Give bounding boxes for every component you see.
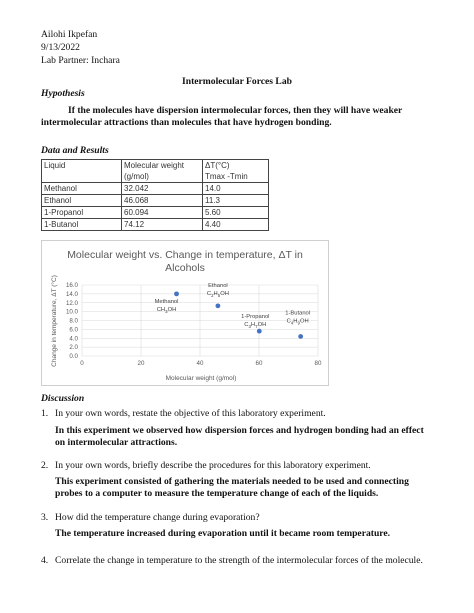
answer-2-line1: This experiment consisted of gathering the materials needed to be used and connecting [55,476,409,487]
formula-text: OH [220,290,229,297]
formula-subscript: 3 [165,308,168,314]
table-cell: 32.042 [122,183,203,195]
data-label-formula [207,291,229,298]
y-tick-label: 14.0 [65,290,78,298]
data-results-heading: Data and Results [41,145,109,156]
scatter-chart [41,240,329,386]
chart-ylabel: Change in temperature, ΔT (°C) [51,275,58,367]
data-point [257,329,262,334]
question-text: In your own words, restate the objective of this laboratory experiment. [55,408,326,419]
data-label-formula [287,318,309,325]
formula-text: CH [156,306,166,313]
data-label-formula [244,322,266,329]
formula-subscript: 4 [290,319,294,325]
formula-subscript: 5 [217,292,221,298]
table-header-row [42,160,269,183]
formula-text: C [286,318,291,325]
y-tick-label: 6.0 [69,326,78,334]
chart-svg [42,241,328,385]
table-cell: 60.094 [122,207,203,219]
formula-text: OH [299,318,309,325]
table-row [42,195,269,207]
y-tick-label: 12.0 [65,299,78,307]
y-tick-label: 0.0 [69,353,78,360]
x-tick-label: 40 [196,360,204,367]
chart-points [155,283,310,339]
chart-xlabel: Molecular weight (g/mol) [165,375,237,382]
table-cell: 74.12 [122,219,203,231]
question-number: 4. [41,555,49,566]
formula-subscript: 7 [255,323,258,329]
formula-subscript: 9 [297,319,300,325]
table-cell: 4.40 [203,219,269,231]
table-cell: 5.60 [203,207,269,219]
data-label: Ethanol [208,282,228,289]
y-tick-label: 2.0 [69,344,78,352]
data-point [298,334,303,339]
formula-text: OH [257,322,267,329]
x-tick-label: 80 [314,360,322,367]
question-1 [41,408,326,420]
hypothesis-text-line1: If the molecules have dispersion intermolecular forces, then they will have weaker [68,105,403,116]
discussion-heading: Discussion [41,393,85,404]
table-header-cell: Molecular weight (g/mol) [122,160,203,183]
table-row [42,219,269,231]
question-3 [41,512,260,524]
data-label: 1-Butanol [285,310,311,317]
hypothesis-text-line2: intermolecular attractions than molecules that have hydrogen bonding. [41,117,332,128]
table-cell: 14.0 [203,183,269,195]
answer-1-line2: on intermolecular attractions. [55,437,178,448]
table-header-cell: ΔT(°C) Tmax -Tmin [203,160,269,183]
question-text: In your own words, briefly describe the procedures for this laboratory experiment. [55,460,371,471]
question-2 [41,460,371,472]
question-text: Correlate the change in temperature to the strength of the intermolecular forces of the molecule. [55,555,423,566]
formula-text: H [293,318,298,325]
chart-axes [66,282,322,367]
table-row [42,207,269,219]
x-tick-label: 60 [255,360,263,367]
formula-subscript: 2 [211,292,214,298]
table-cell: 46.068 [122,195,203,207]
page-title: Intermolecular Forces Lab [182,76,292,87]
answer-3-line1: The temperature increased during evaporation until it became room temperature. [55,528,391,539]
table-row [42,183,269,195]
question-number: 3. [41,512,49,523]
student-name: Ailohi Ikpefan [41,29,98,40]
formula-subscript: 3 [248,323,251,329]
results-table [41,159,269,231]
question-number: 2. [41,460,49,471]
x-tick-label: 0 [80,360,84,367]
y-tick-label: 4.0 [69,335,78,343]
report-date: 9/13/2022 [41,42,80,53]
y-tick-label: 8.0 [69,317,78,325]
data-point [174,291,179,296]
data-point [216,303,221,308]
formula-text: C [206,290,212,297]
data-label: Methanol [154,298,179,305]
question-number: 1. [41,408,49,419]
question-text: How did the temperature change during evaporation? [55,512,260,523]
table-cell: Ethanol [42,195,122,207]
answer-1-line1: In this experiment we observed how dispersion forces and hydrogen bonding had an effect [55,425,424,436]
chart-gridlines [82,282,318,356]
y-tick-label: 10.0 [65,308,78,316]
data-label: 1-Propanol [241,314,270,321]
answer-2-line2: probes to a computer to measure the temperature change of each of the liquids. [55,488,379,499]
hypothesis-heading: Hypothesis [41,88,85,99]
table-cell: 11.3 [203,195,269,207]
table-cell: 1-Butanol [42,219,122,231]
formula-text: H [213,290,218,297]
table-cell: 1-Propanol [42,207,122,219]
x-tick-label: 20 [137,360,145,367]
table-cell: Methanol [42,183,122,195]
y-tick-label: 16.0 [65,282,78,289]
question-4 [41,555,423,567]
formula-text: OH [167,306,177,313]
lab-partner: Lab Partner: Inchara [41,55,120,66]
table-header-cell: Liquid [42,160,122,183]
chart-title-line2: Alcohols [165,262,205,274]
formula-text: C [244,322,249,329]
data-label-formula [157,307,177,314]
chart-title-line1: Molecular weight vs. Change in temperature, ΔT in [67,249,303,261]
formula-text: H [250,322,256,329]
